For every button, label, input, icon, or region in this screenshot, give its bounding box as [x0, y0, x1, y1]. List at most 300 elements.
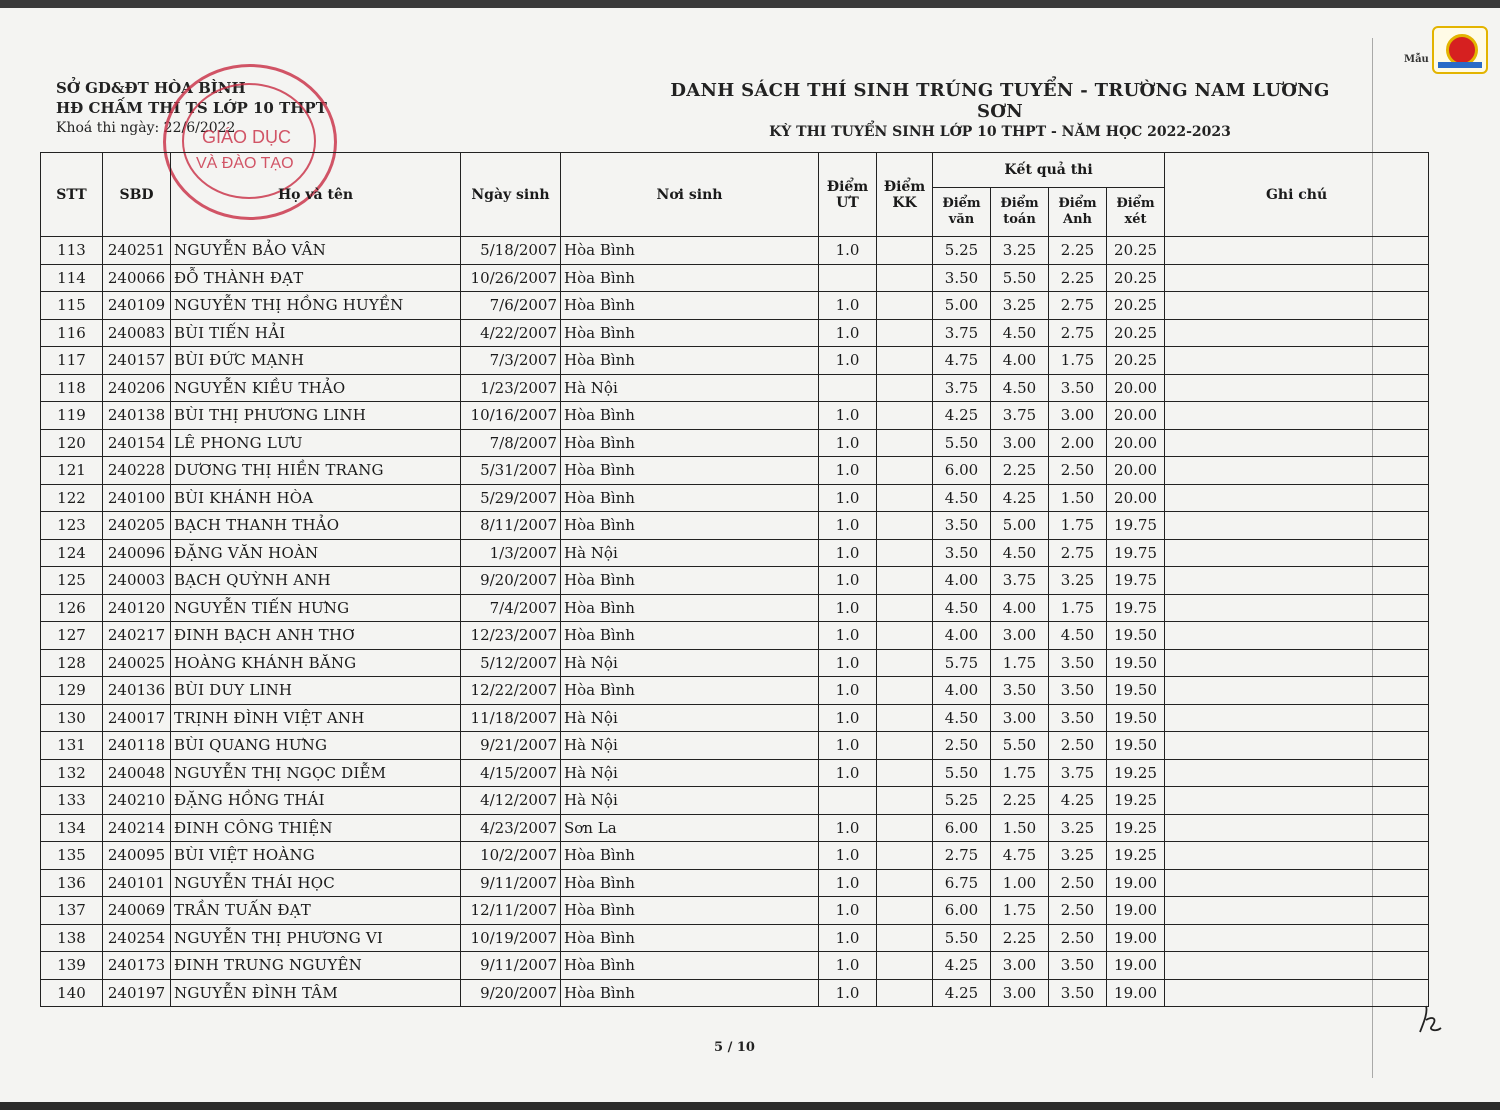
cell-bonus [877, 649, 933, 677]
cell-name: LÊ PHONG LƯU [171, 429, 461, 457]
cell-english: 4.25 [1049, 787, 1107, 815]
cell-dob: 5/29/2007 [461, 484, 561, 512]
cell-birthplace: Hòa Bình [561, 979, 819, 1007]
cell-name: ĐINH TRUNG NGUYÊN [171, 952, 461, 980]
cell-bonus [877, 622, 933, 650]
cell-sbd: 240101 [103, 869, 171, 897]
cell-note [1165, 924, 1429, 952]
cell-sbd: 240120 [103, 594, 171, 622]
col-note: Ghi chú [1165, 153, 1429, 237]
cell-birthplace: Hòa Bình [561, 512, 819, 540]
cell-priority: 1.0 [819, 704, 877, 732]
table-row [41, 677, 1429, 705]
cell-bonus [877, 869, 933, 897]
cell-total: 20.00 [1107, 457, 1165, 485]
cell-english: 2.50 [1049, 869, 1107, 897]
cell-sbd: 240025 [103, 649, 171, 677]
cell-literature: 5.25 [933, 237, 991, 265]
cell-math: 3.75 [991, 402, 1049, 430]
cell-note [1165, 402, 1429, 430]
cell-dob: 7/8/2007 [461, 429, 561, 457]
cell-literature: 5.50 [933, 759, 991, 787]
org-line-1: SỞ GD&ĐT HÒA BÌNH [56, 79, 246, 97]
cell-literature: 4.25 [933, 952, 991, 980]
cell-total: 20.00 [1107, 402, 1165, 430]
cell-dob: 10/26/2007 [461, 264, 561, 292]
cell-math: 2.25 [991, 924, 1049, 952]
cell-english: 2.25 [1049, 237, 1107, 265]
cell-literature: 6.00 [933, 457, 991, 485]
cell-name: NGUYỄN ĐÌNH TÂM [171, 979, 461, 1007]
cell-priority: 1.0 [819, 979, 877, 1007]
cell-stt: 122 [41, 484, 103, 512]
cell-name: ĐỖ THÀNH ĐẠT [171, 264, 461, 292]
cell-literature: 4.25 [933, 402, 991, 430]
cell-english: 2.75 [1049, 292, 1107, 320]
cell-note [1165, 787, 1429, 815]
cell-note [1165, 594, 1429, 622]
cell-stt: 124 [41, 539, 103, 567]
cell-literature: 5.50 [933, 429, 991, 457]
cell-name: ĐINH BẠCH ANH THƠ [171, 622, 461, 650]
cell-priority: 1.0 [819, 484, 877, 512]
col-name: Họ và tên [171, 153, 461, 237]
table-row [41, 979, 1429, 1007]
cell-name: DƯƠNG THỊ HIỀN TRANG [171, 457, 461, 485]
cell-bonus [877, 952, 933, 980]
cell-english: 3.25 [1049, 814, 1107, 842]
table-row [41, 374, 1429, 402]
cell-birthplace: Hòa Bình [561, 924, 819, 952]
cell-priority: 1.0 [819, 237, 877, 265]
cell-literature: 3.50 [933, 264, 991, 292]
cell-name: BÙI DUY LINH [171, 677, 461, 705]
cell-literature: 3.50 [933, 512, 991, 540]
cell-birthplace: Hòa Bình [561, 429, 819, 457]
cell-priority: 1.0 [819, 567, 877, 595]
cell-english: 2.25 [1049, 264, 1107, 292]
cell-math: 1.50 [991, 814, 1049, 842]
cell-birthplace: Hòa Bình [561, 237, 819, 265]
table-row [41, 869, 1429, 897]
cell-stt: 115 [41, 292, 103, 320]
cell-stt: 140 [41, 979, 103, 1007]
cell-birthplace: Hà Nội [561, 374, 819, 402]
cell-priority: 1.0 [819, 732, 877, 760]
cell-bonus [877, 979, 933, 1007]
cell-birthplace: Hòa Bình [561, 457, 819, 485]
cell-note [1165, 732, 1429, 760]
table-row [41, 814, 1429, 842]
cell-note [1165, 457, 1429, 485]
table-row [41, 704, 1429, 732]
cell-sbd: 240154 [103, 429, 171, 457]
table-row [41, 539, 1429, 567]
cell-name: BẠCH THANH THẢO [171, 512, 461, 540]
cell-dob: 12/22/2007 [461, 677, 561, 705]
cell-note [1165, 539, 1429, 567]
cell-total: 19.25 [1107, 787, 1165, 815]
col-bonus: Điểm KK [877, 153, 933, 237]
cell-english: 4.50 [1049, 622, 1107, 650]
cell-birthplace: Hà Nội [561, 649, 819, 677]
cell-math: 5.00 [991, 512, 1049, 540]
cell-name: BÙI THỊ PHƯƠNG LINH [171, 402, 461, 430]
cell-english: 2.50 [1049, 924, 1107, 952]
cell-bonus [877, 264, 933, 292]
cell-sbd: 240214 [103, 814, 171, 842]
cell-note [1165, 759, 1429, 787]
cell-bonus [877, 512, 933, 540]
cell-sbd: 240206 [103, 374, 171, 402]
cell-birthplace: Sơn La [561, 814, 819, 842]
cell-literature: 5.00 [933, 292, 991, 320]
cell-math: 5.50 [991, 732, 1049, 760]
cell-math: 4.25 [991, 484, 1049, 512]
cell-sbd: 240251 [103, 237, 171, 265]
cell-total: 20.00 [1107, 484, 1165, 512]
cell-sbd: 240136 [103, 677, 171, 705]
cell-priority: 1.0 [819, 622, 877, 650]
cell-math: 1.00 [991, 869, 1049, 897]
table-row [41, 512, 1429, 540]
cell-bonus [877, 704, 933, 732]
cell-note [1165, 237, 1429, 265]
cell-bonus [877, 814, 933, 842]
cell-literature: 4.75 [933, 347, 991, 375]
document-subtitle: KỲ THI TUYỂN SINH LỚP 10 THPT - NĂM HỌC 2022-2023 [769, 124, 1231, 140]
col-english: Điểm Anh [1049, 188, 1107, 237]
cell-literature: 4.25 [933, 979, 991, 1007]
cell-sbd: 240096 [103, 539, 171, 567]
cell-literature: 4.50 [933, 484, 991, 512]
cell-stt: 128 [41, 649, 103, 677]
cell-bonus [877, 292, 933, 320]
cell-bonus [877, 787, 933, 815]
cell-priority: 1.0 [819, 457, 877, 485]
cell-birthplace: Hòa Bình [561, 484, 819, 512]
cell-literature: 5.50 [933, 924, 991, 952]
cell-math: 2.25 [991, 457, 1049, 485]
cell-math: 3.25 [991, 237, 1049, 265]
page-number: 5 / 10 [714, 1040, 755, 1055]
table-row [41, 842, 1429, 870]
cell-name: NGUYỄN THỊ PHƯƠNG VI [171, 924, 461, 952]
col-stt: STT [41, 153, 103, 237]
cell-priority: 1.0 [819, 649, 877, 677]
cell-note [1165, 347, 1429, 375]
cell-literature: 3.75 [933, 374, 991, 402]
table-row [41, 732, 1429, 760]
table-row [41, 347, 1429, 375]
cell-english: 3.50 [1049, 374, 1107, 402]
cell-literature: 4.50 [933, 594, 991, 622]
cell-stt: 138 [41, 924, 103, 952]
table-row [41, 402, 1429, 430]
table-row [41, 292, 1429, 320]
cell-dob: 1/3/2007 [461, 539, 561, 567]
cell-dob: 8/11/2007 [461, 512, 561, 540]
cell-dob: 1/23/2007 [461, 374, 561, 402]
cell-note [1165, 567, 1429, 595]
table-row [41, 649, 1429, 677]
cell-name: NGUYỄN THÁI HỌC [171, 869, 461, 897]
cell-total: 20.25 [1107, 264, 1165, 292]
exam-date: Khoá thi ngày: 22/6/2022 [56, 120, 236, 136]
cell-stt: 132 [41, 759, 103, 787]
table-row [41, 429, 1429, 457]
cell-total: 20.25 [1107, 319, 1165, 347]
table-row [41, 952, 1429, 980]
cell-stt: 123 [41, 512, 103, 540]
cell-name: BÙI ĐỨC MẠNH [171, 347, 461, 375]
table-row [41, 484, 1429, 512]
cell-literature: 5.25 [933, 787, 991, 815]
cell-math: 1.75 [991, 759, 1049, 787]
cell-math: 4.00 [991, 594, 1049, 622]
cell-dob: 5/31/2007 [461, 457, 561, 485]
cell-dob: 4/15/2007 [461, 759, 561, 787]
cell-dob: 9/11/2007 [461, 952, 561, 980]
cell-note [1165, 622, 1429, 650]
cell-total: 19.50 [1107, 732, 1165, 760]
cell-sbd: 240138 [103, 402, 171, 430]
col-dob: Ngày sinh [461, 153, 561, 237]
cell-english: 3.00 [1049, 402, 1107, 430]
cell-birthplace: Hòa Bình [561, 319, 819, 347]
cell-priority: 1.0 [819, 512, 877, 540]
col-math: Điểm toán [991, 188, 1049, 237]
cell-note [1165, 842, 1429, 870]
cell-bonus [877, 567, 933, 595]
cell-literature: 5.75 [933, 649, 991, 677]
cell-birthplace: Hòa Bình [561, 897, 819, 925]
cell-birthplace: Hòa Bình [561, 567, 819, 595]
cell-bonus [877, 842, 933, 870]
cell-dob: 10/19/2007 [461, 924, 561, 952]
cell-stt: 114 [41, 264, 103, 292]
cell-bonus [877, 897, 933, 925]
cell-sbd: 240217 [103, 622, 171, 650]
cell-stt: 113 [41, 237, 103, 265]
cell-note [1165, 704, 1429, 732]
cell-sbd: 240228 [103, 457, 171, 485]
cell-dob: 7/3/2007 [461, 347, 561, 375]
cell-total: 20.25 [1107, 347, 1165, 375]
table-row [41, 319, 1429, 347]
cell-english: 2.50 [1049, 457, 1107, 485]
table-row [41, 622, 1429, 650]
seal-text-1: GIÁO DỤC [202, 127, 292, 147]
cell-name: TRỊNH ĐÌNH VIỆT ANH [171, 704, 461, 732]
cell-total: 19.50 [1107, 704, 1165, 732]
cell-english: 3.50 [1049, 649, 1107, 677]
cell-note [1165, 292, 1429, 320]
cell-total: 19.75 [1107, 594, 1165, 622]
cell-dob: 4/22/2007 [461, 319, 561, 347]
cell-english: 1.50 [1049, 484, 1107, 512]
cell-birthplace: Hà Nội [561, 787, 819, 815]
viewer-bottom-bar [0, 1102, 1500, 1110]
cell-stt: 137 [41, 897, 103, 925]
cell-english: 3.25 [1049, 567, 1107, 595]
cell-note [1165, 814, 1429, 842]
cell-stt: 133 [41, 787, 103, 815]
cell-priority: 1.0 [819, 539, 877, 567]
cell-stt: 136 [41, 869, 103, 897]
cell-bonus [877, 677, 933, 705]
cell-bonus [877, 594, 933, 622]
cell-bonus [877, 429, 933, 457]
table-body [41, 237, 1429, 1007]
cell-total: 19.75 [1107, 539, 1165, 567]
cell-birthplace: Hòa Bình [561, 347, 819, 375]
cell-birthplace: Hòa Bình [561, 264, 819, 292]
cell-birthplace: Hòa Bình [561, 622, 819, 650]
cell-english: 3.50 [1049, 979, 1107, 1007]
cell-total: 19.50 [1107, 622, 1165, 650]
cell-total: 19.00 [1107, 897, 1165, 925]
cell-literature: 2.50 [933, 732, 991, 760]
cell-dob: 9/20/2007 [461, 979, 561, 1007]
cell-total: 20.25 [1107, 292, 1165, 320]
cell-name: BÙI TIẾN HẢI [171, 319, 461, 347]
cell-name: BÙI QUANG HƯNG [171, 732, 461, 760]
cell-total: 19.75 [1107, 567, 1165, 595]
cell-stt: 121 [41, 457, 103, 485]
cell-name: NGUYỄN BẢO VÂN [171, 237, 461, 265]
cell-priority: 1.0 [819, 319, 877, 347]
cell-bonus [877, 347, 933, 375]
cell-priority: 1.0 [819, 759, 877, 787]
cell-note [1165, 264, 1429, 292]
cell-english: 3.75 [1049, 759, 1107, 787]
cell-priority: 1.0 [819, 842, 877, 870]
col-sbd: SBD [103, 153, 171, 237]
table-row [41, 567, 1429, 595]
cell-priority: 1.0 [819, 347, 877, 375]
cell-dob: 4/12/2007 [461, 787, 561, 815]
cell-dob: 12/23/2007 [461, 622, 561, 650]
cell-stt: 127 [41, 622, 103, 650]
cell-total: 19.75 [1107, 512, 1165, 540]
cell-bonus [877, 457, 933, 485]
cell-total: 19.25 [1107, 814, 1165, 842]
cell-birthplace: Hà Nội [561, 539, 819, 567]
cell-note [1165, 374, 1429, 402]
cell-stt: 116 [41, 319, 103, 347]
logo-ribbon [1438, 62, 1482, 68]
cell-note [1165, 319, 1429, 347]
cell-dob: 9/11/2007 [461, 869, 561, 897]
cell-math: 4.75 [991, 842, 1049, 870]
cell-note [1165, 869, 1429, 897]
cell-name: BÙI KHÁNH HÒA [171, 484, 461, 512]
cell-sbd: 240048 [103, 759, 171, 787]
document-title: DANH SÁCH THÍ SINH TRÚNG TUYỂN - TRƯỜNG NAM LƯƠNG SƠN [670, 80, 1330, 122]
cell-sbd: 240100 [103, 484, 171, 512]
col-birthplace: Nơi sinh [561, 153, 819, 237]
cell-english: 3.50 [1049, 677, 1107, 705]
cell-english: 2.75 [1049, 319, 1107, 347]
col-total: Điểm xét [1107, 188, 1165, 237]
table-row [41, 787, 1429, 815]
cell-math: 3.75 [991, 567, 1049, 595]
cell-note [1165, 484, 1429, 512]
cell-total: 20.00 [1107, 374, 1165, 402]
col-priority: Điểm ƯT [819, 153, 877, 237]
cell-name: NGUYỄN TIẾN HƯNG [171, 594, 461, 622]
cell-bonus [877, 319, 933, 347]
cell-stt: 125 [41, 567, 103, 595]
cell-priority: 1.0 [819, 292, 877, 320]
cell-priority: 1.0 [819, 924, 877, 952]
cell-math: 5.50 [991, 264, 1049, 292]
cell-math: 3.00 [991, 979, 1049, 1007]
cell-dob: 5/18/2007 [461, 237, 561, 265]
cell-total: 20.25 [1107, 237, 1165, 265]
cell-sbd: 240083 [103, 319, 171, 347]
cell-dob: 10/16/2007 [461, 402, 561, 430]
cell-stt: 139 [41, 952, 103, 980]
table-row [41, 237, 1429, 265]
cell-priority: 1.0 [819, 869, 877, 897]
cell-birthplace: Hà Nội [561, 704, 819, 732]
cell-english: 3.25 [1049, 842, 1107, 870]
cell-priority: 1.0 [819, 402, 877, 430]
cell-birthplace: Hòa Bình [561, 402, 819, 430]
cell-literature: 4.00 [933, 567, 991, 595]
cell-birthplace: Hà Nội [561, 732, 819, 760]
cell-math: 4.50 [991, 319, 1049, 347]
cell-english: 2.50 [1049, 897, 1107, 925]
cell-sbd: 240118 [103, 732, 171, 760]
cell-birthplace: Hòa Bình [561, 677, 819, 705]
cell-priority: 1.0 [819, 952, 877, 980]
cell-dob: 7/6/2007 [461, 292, 561, 320]
cell-literature: 4.00 [933, 622, 991, 650]
cell-literature: 3.50 [933, 539, 991, 567]
cell-name: ĐẶNG VĂN HOÀN [171, 539, 461, 567]
cell-sbd: 240157 [103, 347, 171, 375]
cell-bonus [877, 402, 933, 430]
cell-bonus [877, 374, 933, 402]
cell-english: 2.75 [1049, 539, 1107, 567]
cell-stt: 126 [41, 594, 103, 622]
cell-note [1165, 429, 1429, 457]
cell-sbd: 240210 [103, 787, 171, 815]
cell-birthplace: Hòa Bình [561, 292, 819, 320]
cell-sbd: 240197 [103, 979, 171, 1007]
cell-math: 4.50 [991, 539, 1049, 567]
cell-english: 1.75 [1049, 594, 1107, 622]
cell-math: 3.25 [991, 292, 1049, 320]
cell-sbd: 240173 [103, 952, 171, 980]
admission-table [40, 152, 1429, 1007]
cell-sbd: 240109 [103, 292, 171, 320]
cell-english: 1.75 [1049, 512, 1107, 540]
cell-total: 19.25 [1107, 842, 1165, 870]
cell-dob: 5/12/2007 [461, 649, 561, 677]
cell-math: 1.75 [991, 649, 1049, 677]
cell-total: 19.50 [1107, 677, 1165, 705]
col-results-group: Kết quả thi [933, 153, 1165, 188]
cell-stt: 135 [41, 842, 103, 870]
cell-sbd: 240003 [103, 567, 171, 595]
cell-name: TRẦN TUẤN ĐẠT [171, 897, 461, 925]
cell-priority: 1.0 [819, 677, 877, 705]
cell-name: ĐINH CÔNG THIỆN [171, 814, 461, 842]
